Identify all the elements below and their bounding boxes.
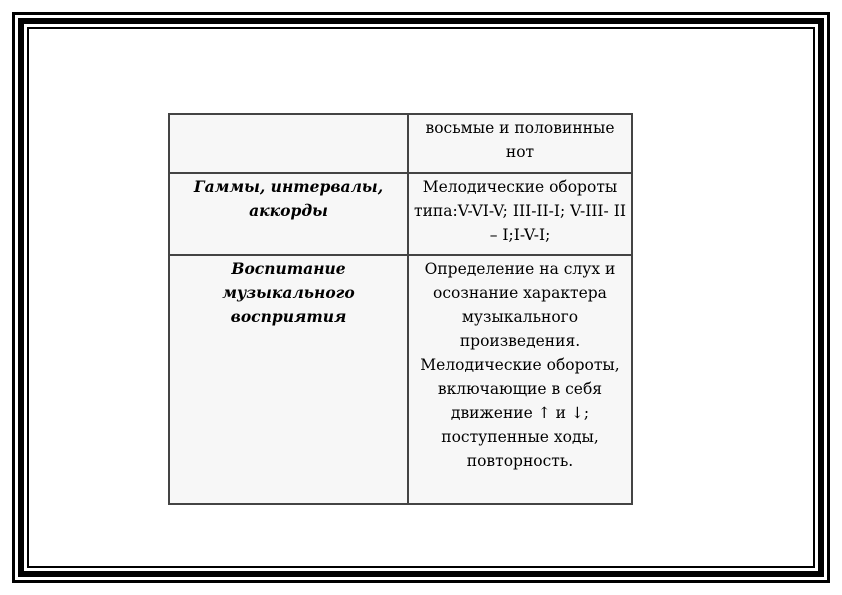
table-row xyxy=(169,173,632,255)
description-cell: восьмые и половинные нот xyxy=(408,114,632,173)
description-cell: Определение на слух и осознание характера музыкального произведения. Мелодические обороты, включающие в себя движение ↑ и ↓; поступенные ходы, повторность. xyxy=(408,255,632,504)
table-row xyxy=(169,255,632,504)
topic-cell xyxy=(169,114,408,173)
description-cell: Мелодические обороты типа:V-VI-V; III-II-I; V-III- II – I;I-V-I; xyxy=(408,173,632,255)
table-row xyxy=(169,114,632,173)
topic-cell: Гаммы, интервалы, аккорды xyxy=(169,173,408,255)
topic-cell: Воспитание музыкального восприятия xyxy=(169,255,408,504)
content-table xyxy=(168,113,633,505)
